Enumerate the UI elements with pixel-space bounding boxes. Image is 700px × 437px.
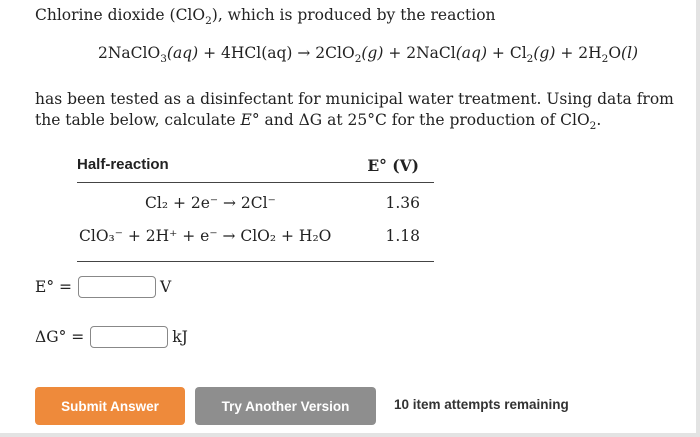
- e-answer-label: E° =: [35, 278, 72, 296]
- para-text: at 25°C for the production of ClO: [322, 111, 590, 129]
- table-body: [77, 183, 434, 262]
- table-row: [77, 187, 434, 220]
- try-another-version-button[interactable]: Try Another Version: [195, 387, 376, 425]
- row1-half-reaction: Cl₂ + 2e⁻ → 2Cl⁻: [145, 194, 276, 212]
- para-degree: °: [251, 111, 260, 129]
- reaction-phase: (g): [361, 44, 384, 62]
- intro-rest: ), which is produced by the reaction: [211, 6, 496, 24]
- dg-unit: kJ: [172, 328, 188, 346]
- table-header: [77, 154, 434, 183]
- row2-potential: 1.18: [385, 227, 420, 245]
- reaction-part: + 4HCl(aq) → 2ClO: [198, 44, 355, 62]
- reaction-sub: 2: [354, 53, 362, 66]
- submit-answer-button[interactable]: Submit Answer: [35, 387, 185, 425]
- reaction-part: + Cl: [487, 44, 527, 62]
- table-row: [77, 220, 434, 253]
- row1-potential: 1.36: [385, 194, 420, 212]
- dg-answer-label: ΔG° =: [35, 328, 85, 346]
- para-text: and: [259, 111, 299, 129]
- intro-formula: ClO: [175, 6, 206, 24]
- row2-half-reaction: ClO₃⁻ + 2H⁺ + e⁻ → ClO₂ + H₂O: [79, 227, 332, 245]
- para-text: has been tested as a disinfectant for municipal water treatment. Using data from the table below, calculate: [35, 90, 674, 129]
- e-answer-row: [35, 276, 171, 298]
- intro-name: Chlorine dioxide (: [35, 6, 176, 24]
- dg-answer-row: [35, 326, 188, 348]
- reaction-sub: 2: [526, 53, 534, 66]
- reaction-phase: (aq): [455, 44, 487, 62]
- reaction-sub: 3: [160, 53, 167, 66]
- para-sub: 2: [589, 120, 597, 133]
- reaction-sub: 2: [601, 53, 609, 66]
- reaction-phase: (g): [533, 44, 556, 62]
- dg-answer-input[interactable]: [90, 326, 168, 348]
- reaction-equation: [98, 44, 638, 65]
- para-dg-symbol: ΔG: [298, 111, 323, 129]
- intro-formula-sub: 2: [205, 15, 212, 28]
- e-unit: V: [159, 278, 172, 296]
- question-intro: [35, 6, 496, 27]
- reaction-part: O: [608, 44, 622, 62]
- reaction-part: + 2NaCl: [383, 44, 456, 62]
- e-answer-input[interactable]: [78, 276, 156, 298]
- reaction-phase: (l): [621, 44, 639, 62]
- question-paragraph: [35, 89, 675, 137]
- half-reaction-table: [77, 154, 434, 262]
- header-potential: E° (V): [367, 156, 419, 175]
- para-e-symbol: E: [240, 111, 252, 129]
- header-half-reaction: Half-reaction: [77, 156, 169, 173]
- reaction-phase: (aq): [166, 44, 199, 62]
- attempts-remaining: 10 item attempts remaining: [394, 397, 569, 412]
- para-text: .: [596, 111, 602, 129]
- reaction-part: 2NaClO: [98, 44, 161, 62]
- reaction-part: + 2H: [555, 44, 602, 62]
